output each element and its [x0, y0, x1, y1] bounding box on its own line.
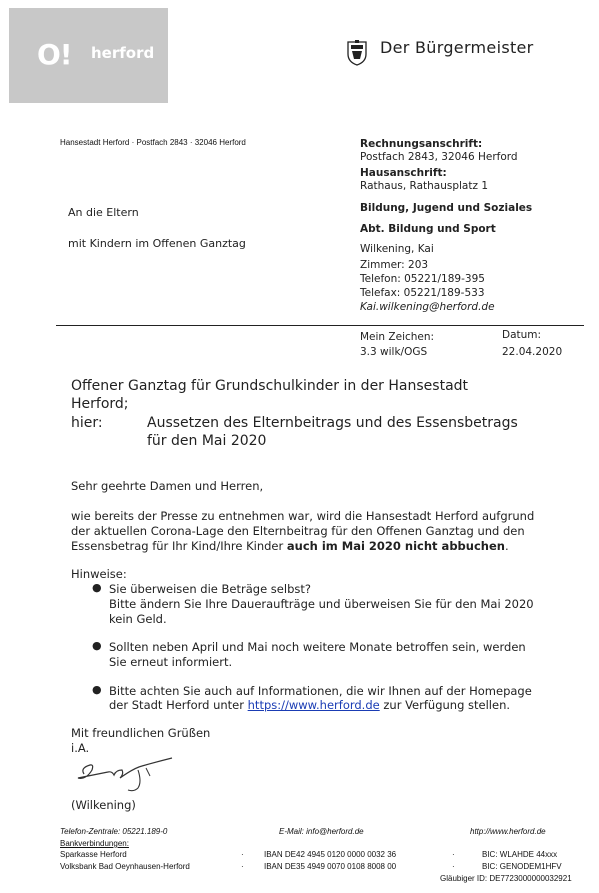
bullet-icon: ●	[92, 639, 102, 652]
contact-email: Kai.wilkening@herford.de	[360, 301, 495, 313]
notes-heading: Hinweise:	[71, 567, 127, 581]
bank-1-name: Sparkasse Herford	[60, 850, 127, 859]
reference-label: Mein Zeichen:	[360, 331, 435, 343]
salutation: Sehr geehrte Damen und Herren,	[71, 479, 264, 493]
bank-2-name: Volksbank Bad Oeynhausen-Herford	[60, 862, 190, 871]
herford-logo	[9, 8, 168, 103]
city-crest-icon	[347, 40, 367, 66]
paragraph-line-3-start: Essensbetrag für Ihr Kind/Ihre Kinder	[71, 539, 287, 553]
subject-line-2: Herford;	[71, 396, 129, 412]
subject-hier: hier:	[71, 415, 103, 431]
house-address-label: Hausanschrift:	[360, 167, 447, 179]
bank-2-separator: ·	[241, 862, 244, 871]
closing-greeting: Mit freundlichen Grüßen	[71, 726, 211, 740]
bank-2-bic: BIC: GENODEM1HFV	[482, 862, 562, 871]
office-title: Der Bürgermeister	[380, 38, 534, 57]
date-value: 22.04.2020	[502, 346, 563, 358]
bullet-icon: ●	[92, 683, 102, 696]
contact-name: Wilkening, Kai	[360, 243, 434, 255]
reference-value: 3.3 wilk/OGS	[360, 346, 428, 358]
division-name: Abt. Bildung und Sport	[360, 223, 496, 235]
divider-line	[56, 325, 584, 326]
logo-mark: O!	[37, 38, 72, 71]
logo-name: herford	[91, 44, 155, 62]
note-2-line-2: Sie erneut informiert.	[109, 655, 233, 669]
note-1-line-1: Sie überweisen die Beträge selbst?	[109, 582, 311, 596]
paragraph-line-3-end: .	[504, 539, 509, 553]
note-3-line-2-start: der Stadt Herford unter	[109, 698, 248, 712]
closing-ia: i.A.	[71, 741, 90, 755]
paragraph-line-3	[71, 539, 509, 554]
closing-name: (Wilkening)	[71, 798, 136, 812]
subject-line-1: Offener Ganztag für Grundschulkinder in der Hansestadt	[71, 378, 469, 394]
note-3-line-2	[109, 698, 510, 713]
billing-address-value: Postfach 2843, 32046 Herford	[360, 151, 518, 163]
recipient-line-1: An die Eltern	[68, 206, 139, 219]
note-1-line-2: Bitte ändern Sie Ihre Daueraufträge und überweisen Sie für den Mai 2020	[109, 597, 534, 611]
paragraph-line-2: der aktuellen Corona-Lage den Elternbeitrag für den Offenen Ganztag und den	[71, 524, 525, 538]
note-3-line-1: Bitte achten Sie auch auf Informationen, die wir Ihnen auf der Homepage	[109, 684, 532, 698]
bank-1-separator: ·	[241, 850, 244, 859]
recipient-line-2: mit Kindern im Offenen Ganztag	[68, 237, 246, 250]
bank-2-iban: IBAN DE35 4949 0070 0108 8008 00	[264, 862, 397, 871]
paragraph-line-1: wie bereits der Presse zu entnehmen war, wird die Hansestadt Herford aufgrund	[71, 509, 535, 523]
bank-1-iban: IBAN DE42 4945 0120 0000 0032 36	[264, 850, 397, 859]
note-1-line-3: kein Geld.	[109, 612, 167, 626]
paragraph-emphasis: auch im Mai 2020 nicht abbuchen	[286, 539, 505, 553]
date-label: Datum:	[502, 329, 542, 341]
fax-number: Telefax: 05221/189-533	[360, 287, 485, 299]
bank-2-separator-2: ·	[452, 862, 455, 871]
department-name: Bildung, Jugend und Soziales	[360, 202, 533, 214]
homepage-link[interactable]: https://www.herford.de	[247, 698, 380, 712]
footer-phone: Telefon-Zentrale: 05221.189-0	[60, 827, 168, 836]
signature-image	[76, 752, 186, 796]
subject-detail-1: Aussetzen des Elternbeitrags und des Essensbetrags	[147, 415, 518, 431]
footer-email: E-Mail: info@herford.de	[279, 827, 364, 836]
room-number: Zimmer: 203	[360, 259, 429, 271]
sender-line: Hansestadt Herford · Postfach 2843 · 32046 Herford	[60, 138, 246, 147]
note-3-line-2-end: zur Verfügung stellen.	[379, 698, 511, 712]
bullet-icon: ●	[92, 581, 102, 594]
note-2-line-1: Sollten neben April und Mai noch weitere Monate betroffen sein, werden	[109, 640, 526, 654]
footer-bank-heading: Bankverbindungen:	[60, 839, 129, 848]
footer-web: http://www.herford.de	[470, 827, 546, 836]
bank-1-bic: BIC: WLAHDE 44xxx	[482, 850, 558, 859]
subject-detail-2: für den Mai 2020	[147, 433, 267, 449]
phone-number: Telefon: 05221/189-395	[360, 273, 485, 285]
billing-address-label: Rechnungsanschrift:	[360, 138, 483, 150]
bank-1-separator-2: ·	[452, 850, 455, 859]
house-address-value: Rathaus, Rathausplatz 1	[360, 180, 488, 192]
creditor-id: Gläubiger ID: DE7723000000032921	[440, 874, 572, 883]
